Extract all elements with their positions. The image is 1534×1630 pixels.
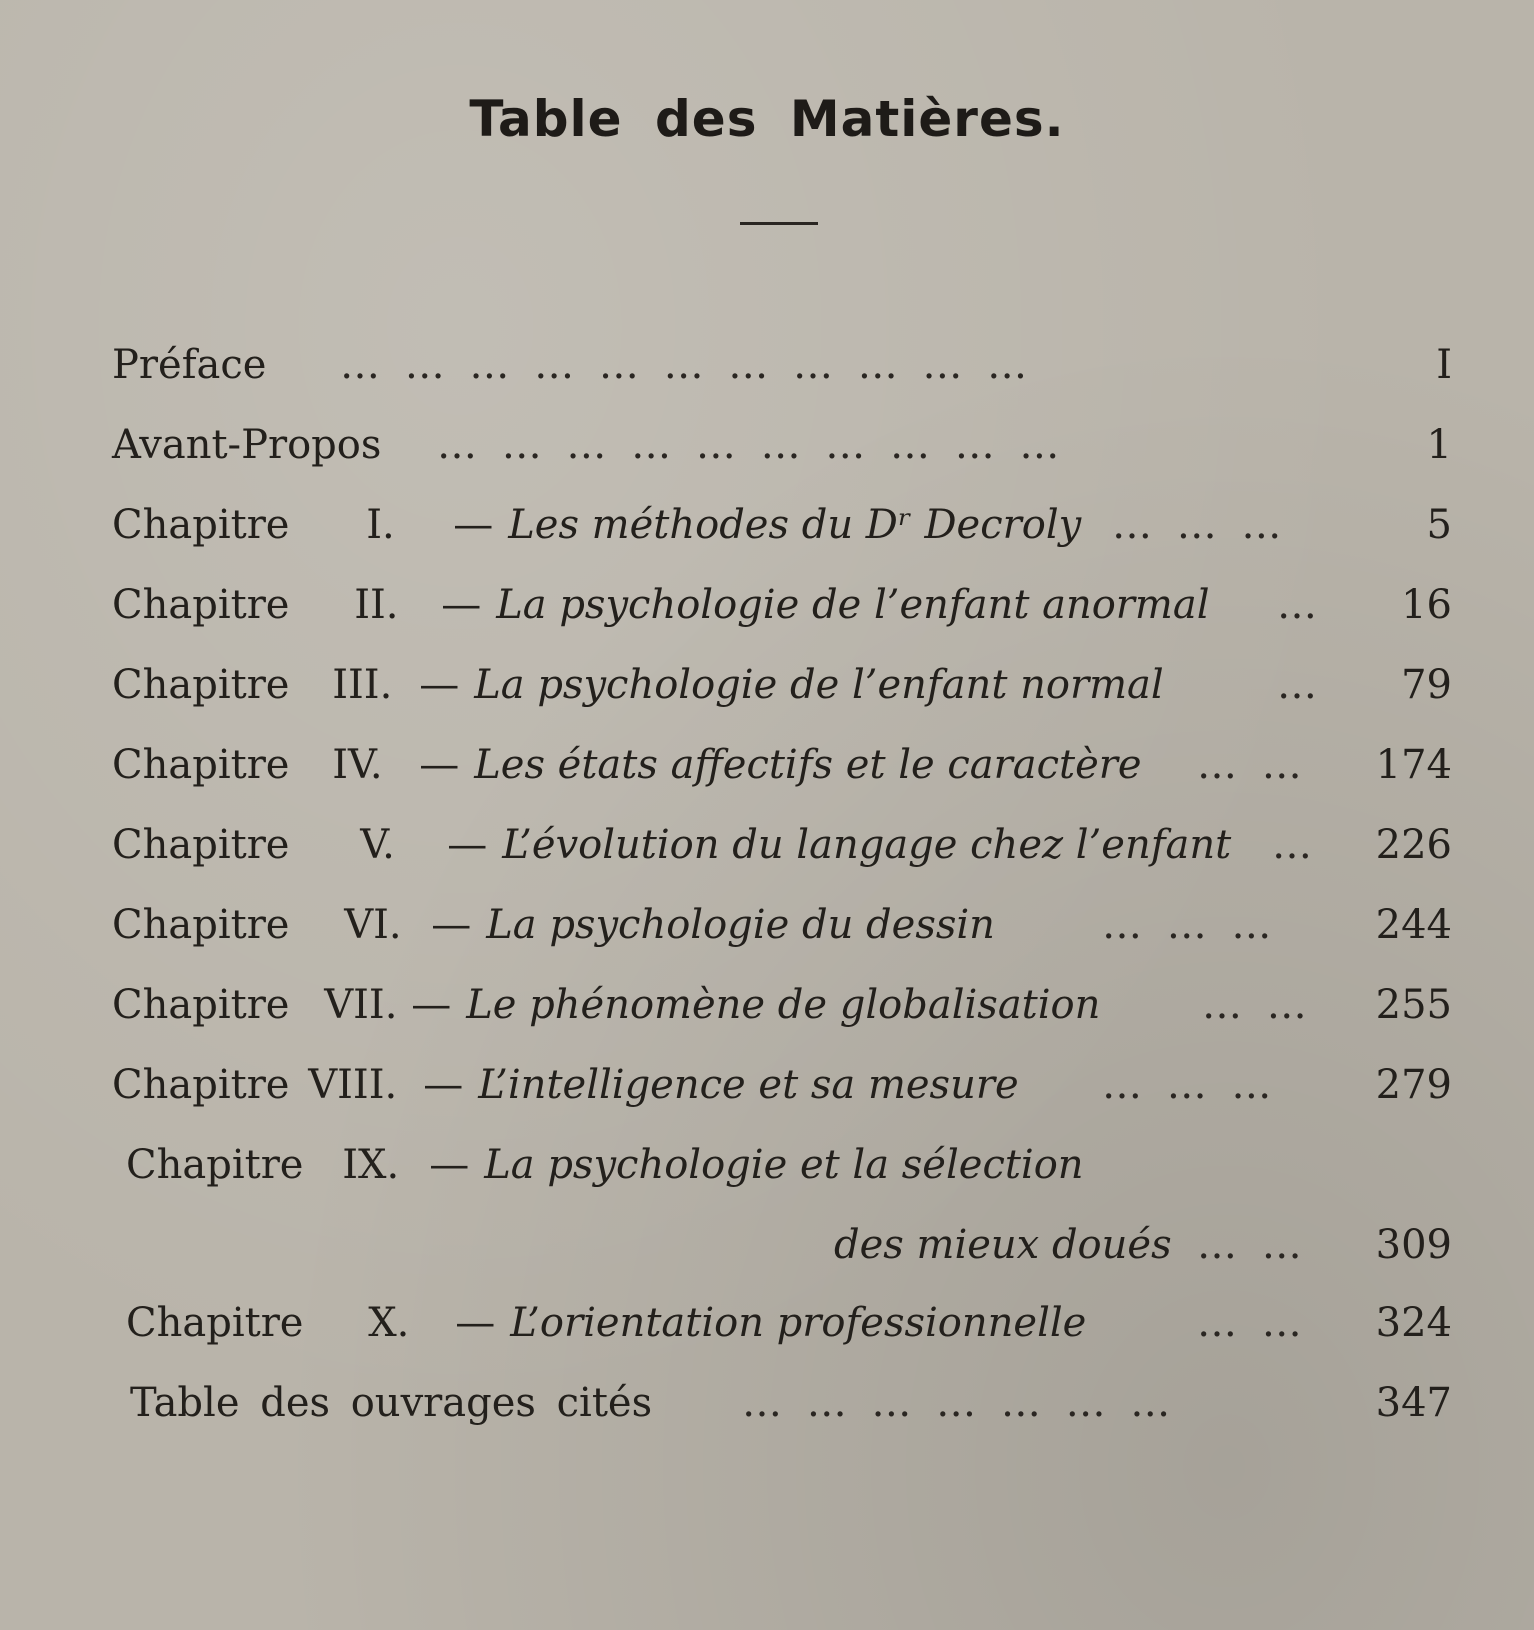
entry-label: Chapitre	[112, 742, 290, 788]
toc-entry-chapitre-9[interactable]	[112, 1125, 1452, 1205]
page-number: 324	[1375, 1300, 1452, 1346]
entry-label: Chapitre	[112, 1062, 290, 1108]
em-dash: —	[411, 982, 452, 1028]
page-number: 255	[1375, 982, 1452, 1028]
toc-entry-chapitre-1[interactable]	[112, 485, 1452, 565]
toc-entry-avant-propos[interactable]	[112, 405, 1452, 485]
chapter-number: X.	[368, 1300, 410, 1346]
chapter-title: L’évolution du langage chez l’enfant	[502, 822, 1232, 868]
chapter-number: III.	[332, 662, 393, 708]
chapter-number: II.	[354, 582, 399, 628]
em-dash: —	[441, 582, 482, 628]
entry-label: Chapitre	[112, 822, 290, 868]
toc-entry-chapitre-7[interactable]	[112, 965, 1452, 1045]
page-number: 174	[1375, 742, 1452, 788]
em-dash: —	[431, 902, 472, 948]
leader-dots: … … … … … … … … … … …	[340, 342, 1034, 388]
page-number: 244	[1375, 902, 1452, 948]
em-dash: —	[419, 742, 460, 788]
page-number: 309	[1375, 1222, 1452, 1268]
leader-dots: …	[1277, 662, 1323, 708]
em-dash: —	[419, 662, 460, 708]
leader-dots: …	[1277, 582, 1323, 628]
chapter-number: VII.	[324, 982, 398, 1028]
page-number: 226	[1375, 822, 1452, 868]
toc-entry-chapitre-9-continued[interactable]	[112, 1205, 1452, 1283]
toc-entry-chapitre-5[interactable]	[112, 805, 1452, 885]
leader-dots: … … … … … … … … … …	[437, 422, 1066, 468]
em-dash: —	[455, 1300, 496, 1346]
chapter-number: V.	[360, 822, 395, 868]
chapter-title: L’orientation professionnelle	[510, 1300, 1087, 1346]
chapter-title: Les méthodes du Dʳ Decroly	[508, 502, 1082, 548]
entry-label: Chapitre	[112, 902, 290, 948]
chapter-number: IV.	[332, 742, 383, 788]
chapter-title-continued: des mieux doués	[834, 1222, 1172, 1268]
entry-label: Chapitre	[112, 662, 290, 708]
leader-dots: … …	[1197, 742, 1308, 788]
toc-entry-chapitre-2[interactable]	[112, 565, 1452, 645]
leader-dots: … …	[1197, 1300, 1308, 1346]
chapter-number: IX.	[342, 1142, 400, 1188]
chapter-title: La psychologie et la sélection	[484, 1142, 1084, 1188]
chapter-title: La psychologie de l’enfant normal	[474, 662, 1164, 708]
entry-label: Avant-Propos	[112, 422, 382, 468]
page-number: 1	[1426, 422, 1452, 468]
table-of-contents	[112, 325, 1452, 1443]
entry-label: Table des ouvrages cités	[130, 1380, 653, 1426]
leader-dots: … … …	[1102, 902, 1278, 948]
toc-entry-chapitre-10[interactable]	[112, 1283, 1452, 1363]
page-number: I	[1436, 342, 1452, 388]
toc-entry-bibliography[interactable]	[112, 1363, 1452, 1443]
entry-label: Chapitre	[126, 1142, 304, 1188]
em-dash: —	[429, 1142, 470, 1188]
leader-dots: …	[1272, 822, 1318, 868]
leader-dots: … … …	[1102, 1062, 1278, 1108]
leader-dots: … …	[1202, 982, 1313, 1028]
chapter-number: VI.	[344, 902, 402, 948]
entry-label: Chapitre	[112, 982, 290, 1028]
entry-label: Chapitre	[112, 502, 290, 548]
chapter-number: VIII.	[308, 1062, 398, 1108]
em-dash: —	[447, 822, 488, 868]
leader-dots: … … … … … … …	[742, 1380, 1177, 1426]
page-title: Table des Matières.	[469, 90, 1065, 148]
em-dash: —	[453, 502, 494, 548]
entry-label: Chapitre	[126, 1300, 304, 1346]
chapter-title: La psychologie du dessin	[486, 902, 995, 948]
entry-label: Chapitre	[112, 582, 290, 628]
em-dash: —	[423, 1062, 464, 1108]
chapter-title: Le phénomène de globalisation	[466, 982, 1101, 1028]
title-rule	[740, 222, 818, 225]
toc-entry-chapitre-4[interactable]	[112, 725, 1452, 805]
page-number: 347	[1375, 1380, 1452, 1426]
leader-dots: … …	[1197, 1222, 1308, 1268]
toc-entry-chapitre-3[interactable]	[112, 645, 1452, 725]
leader-dots: … … …	[1112, 502, 1288, 548]
chapter-title: Les états affectifs et le caractère	[474, 742, 1142, 788]
page-number: 79	[1401, 662, 1452, 708]
page-number: 16	[1401, 582, 1452, 628]
entry-label: Préface	[112, 342, 267, 388]
chapter-title: La psychologie de l’enfant anormal	[496, 582, 1210, 628]
page-number: 5	[1426, 502, 1452, 548]
toc-entry-chapitre-8[interactable]	[112, 1045, 1452, 1125]
chapter-number: I.	[366, 502, 395, 548]
toc-entry-preface[interactable]	[112, 325, 1452, 405]
toc-entry-chapitre-6[interactable]	[112, 885, 1452, 965]
chapter-title: L’intelligence et sa mesure	[478, 1062, 1019, 1108]
page-number: 279	[1375, 1062, 1452, 1108]
